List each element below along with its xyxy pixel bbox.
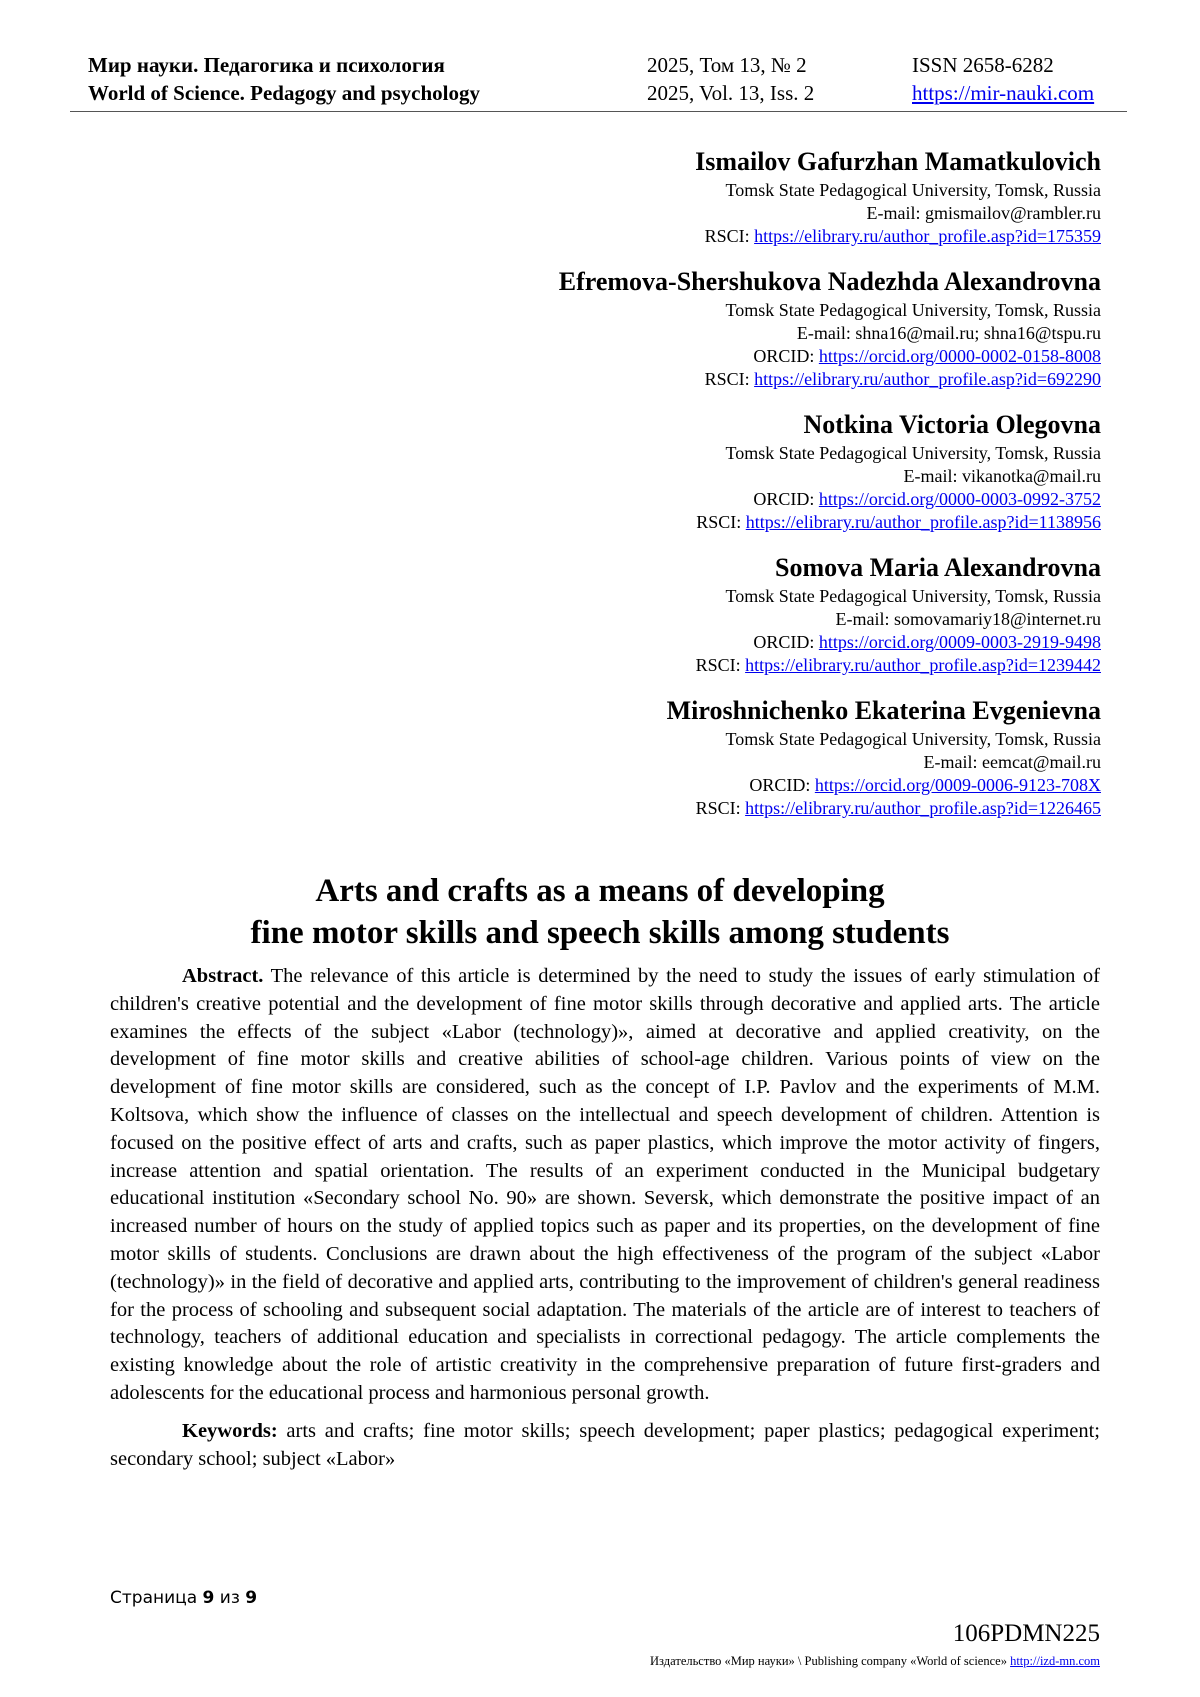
author-rsci — [301, 511, 1101, 534]
page-word: Страница — [110, 1588, 198, 1608]
rsci-link[interactable]: https://elibrary.ru/author_profile.asp?id=175359 — [754, 226, 1101, 246]
author-orcid — [301, 488, 1101, 511]
orcid-link[interactable]: https://orcid.org/0000-0002-0158-8008 — [818, 346, 1101, 366]
publisher-link[interactable]: http://izd-mn.com — [1010, 1654, 1100, 1668]
publisher-line — [650, 1654, 1100, 1669]
publisher-text: Издательство «Мир науки» \ Publishing company «World of science» — [650, 1654, 1007, 1668]
rsci-link[interactable]: https://elibrary.ru/author_profile.asp?id=692290 — [754, 369, 1101, 389]
keywords-label: Keywords: — [182, 1419, 278, 1442]
orcid-label: ORCID: — [749, 775, 811, 795]
abstract-paragraph — [110, 963, 1100, 1408]
issue-ru: 2025, Том 13, № 2 — [647, 53, 807, 77]
rsci-link[interactable]: https://elibrary.ru/author_profile.asp?id=1138956 — [745, 512, 1101, 532]
orcid-link[interactable]: https://orcid.org/0009-0003-2919-9498 — [818, 632, 1101, 652]
keywords-text: arts and crafts; fine motor skills; speech development; paper plastics; pedagogical experiment; secondary school; subject «Labor» — [110, 1419, 1101, 1470]
orcid-label: ORCID: — [753, 489, 815, 509]
author-affiliation: Tomsk State Pedagogical University, Tomsk, Russia — [725, 300, 1101, 320]
orcid-link[interactable]: https://orcid.org/0009-0006-9123-708X — [814, 775, 1101, 795]
author-rsci — [301, 368, 1101, 391]
author-affiliation: Tomsk State Pedagogical University, Tomsk, Russia — [725, 443, 1101, 463]
author-email: E-mail: somovamariy18@internet.ru — [835, 609, 1101, 629]
rsci-label: RSCI: — [696, 512, 742, 532]
author-affiliation: Tomsk State Pedagogical University, Tomsk, Russia — [725, 729, 1101, 749]
issn: ISSN 2658-6282 — [912, 53, 1054, 77]
rsci-link[interactable]: https://elibrary.ru/author_profile.asp?id=1226465 — [745, 798, 1101, 818]
article-code: 106PDMN225 — [952, 1620, 1100, 1647]
rsci-label: RSCI: — [695, 798, 741, 818]
author-affiliation: Tomsk State Pedagogical University, Tomsk, Russia — [725, 586, 1101, 606]
keywords-paragraph — [110, 1418, 1100, 1474]
author-block — [301, 551, 1101, 677]
author-block — [301, 694, 1101, 820]
journal-name-en: World of Science. Pedagogy and psychology — [88, 81, 481, 105]
author-orcid — [301, 631, 1101, 654]
page-counter — [110, 1588, 257, 1608]
author-name: Ismailov Gafurzhan Mamatkulovich — [695, 147, 1101, 176]
author-orcid — [301, 774, 1101, 797]
author-email: E-mail: vikanotka@mail.ru — [903, 466, 1101, 486]
author-rsci — [301, 225, 1101, 248]
author-rsci — [301, 654, 1101, 677]
author-name: Somova Maria Alexandrovna — [775, 553, 1101, 582]
author-email: E-mail: shna16@mail.ru; shna16@tspu.ru — [796, 323, 1101, 343]
rsci-label: RSCI: — [704, 369, 750, 389]
orcid-link[interactable]: https://orcid.org/0000-0003-0992-3752 — [818, 489, 1101, 509]
author-block — [301, 145, 1101, 248]
abstract-section — [110, 963, 1100, 1473]
author-email: E-mail: eemcat@mail.ru — [923, 752, 1101, 772]
orcid-label: ORCID: — [753, 346, 815, 366]
abstract-text: The relevance of this article is determined by the need to study the issues of early stimulation of children's creative potential and the development of fine motor skills through decorative and applied arts. The article examines the effects of the subject «Labor (technology)», aimed at decorative and applied creativity, on the development of fine motor skills and creative abilities of school-age children. Various points of view on the development of fine motor skills are considered, such as the concept of I.P. Pavlov and the experiments of M.M. Koltsova, which show the influence of classes on the intellectual and speech development of children. Attention is focused on the positive effect of arts and crafts, such as paper plastics, which improve the motor activity of fingers, increase attention and spatial orientation. The results of an experiment conducted in the Municipal budgetary educational institution «Secondary school No. 90» are shown. Seversk, which demonstrate the positive impact of an increased number of hours on the study of applied topics such as paper and its properties, on the development of fine motor skills of students. Conclusions are drawn about the high effectiveness of the program of the subject «Labor (technology)» in the field of decorative and applied arts, contributing to the improvement of children's general readiness for the process of schooling and subsequent social adaptation. The materials of the article are of interest to teachers of technology, teachers of additional education and specialists in correctional pedagogy. The article complements the existing knowledge about the role of artistic creativity in the comprehensive preparation of future first-graders and adolescents for the educational process and harmonious personal growth. — [110, 965, 1100, 1404]
author-name: Miroshnichenko Ekaterina Evgenievna — [666, 696, 1101, 725]
rsci-label: RSCI: — [695, 655, 741, 675]
journal-name-ru: Мир науки. Педагогика и психология — [88, 53, 445, 77]
author-name: Efremova-Shershukova Nadezhda Alexandrovna — [558, 267, 1101, 296]
abstract-label: Abstract. — [182, 965, 264, 987]
article-title — [100, 870, 1100, 954]
author-block — [301, 265, 1101, 391]
author-affiliation: Tomsk State Pedagogical University, Tomsk, Russia — [725, 180, 1101, 200]
journal-site-link[interactable]: https://mir-nauki.com — [912, 81, 1095, 105]
author-orcid — [301, 345, 1101, 368]
article-title-line-1: Arts and crafts as a means of developing — [315, 873, 885, 909]
page-of-word: из — [219, 1588, 240, 1608]
author-name: Notkina Victoria Olegovna — [803, 410, 1101, 439]
author-rsci — [301, 797, 1101, 820]
page-total: 9 — [245, 1588, 258, 1608]
rsci-label: RSCI: — [704, 226, 750, 246]
author-list — [301, 145, 1101, 837]
header-divider — [70, 111, 1127, 112]
author-block — [301, 408, 1101, 534]
article-title-line-2: fine motor skills and speech skills among students — [250, 915, 950, 951]
orcid-label: ORCID: — [753, 632, 815, 652]
rsci-link[interactable]: https://elibrary.ru/author_profile.asp?id=1239442 — [745, 655, 1101, 675]
issue-en: 2025, Vol. 13, Iss. 2 — [647, 81, 815, 105]
author-email: E-mail: gmismailov@rambler.ru — [866, 203, 1101, 223]
page-number: 9 — [202, 1588, 215, 1608]
